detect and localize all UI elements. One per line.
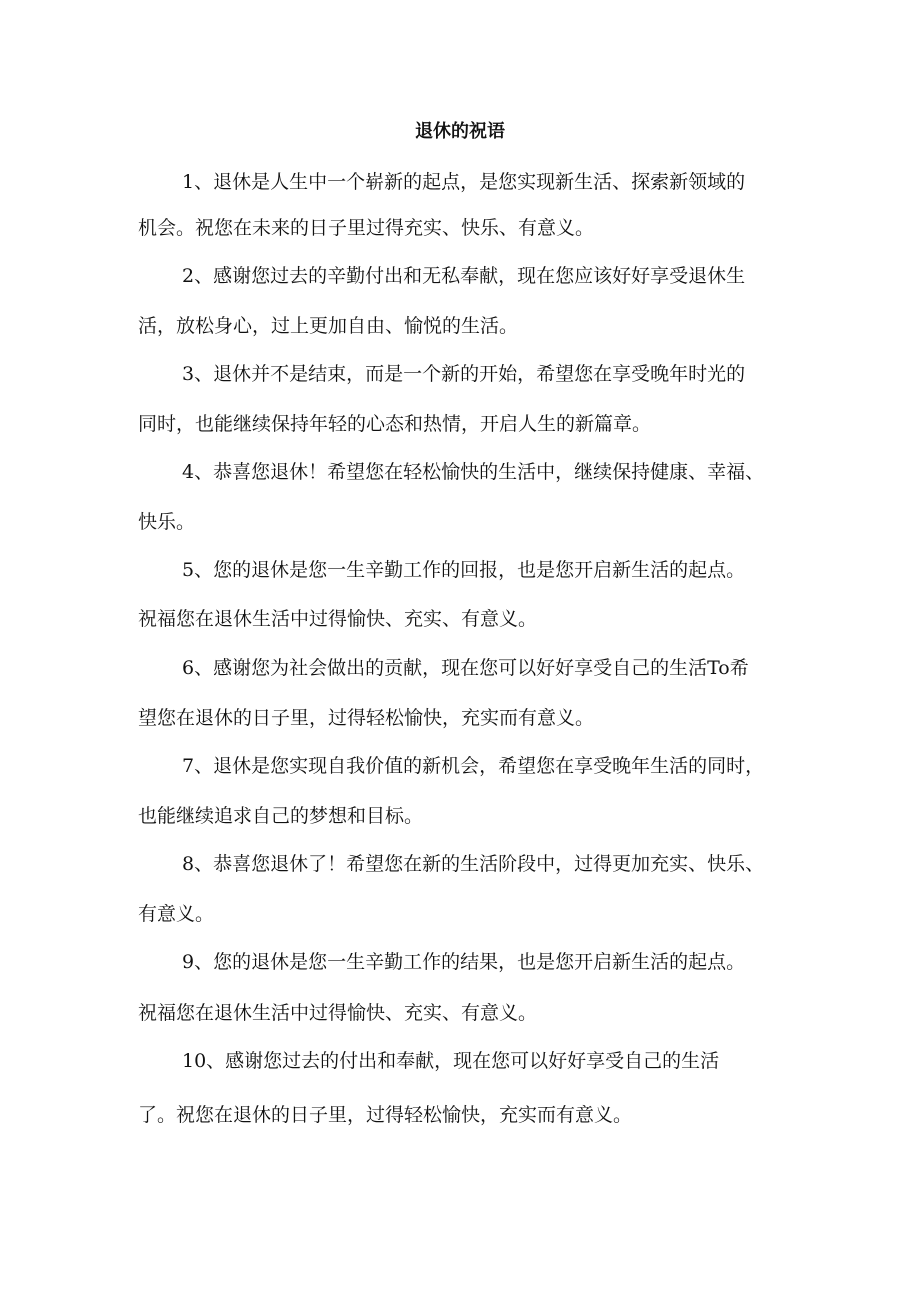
item-9-line-1: 9、您的退休是您一生辛勤工作的结果，也是您开启新生活的起点。 bbox=[182, 951, 746, 973]
item-1-line-1: 1、退休是人生中一个崭新的起点，是您实现新生活、探索新领域的 bbox=[182, 171, 746, 193]
item-2-line-1: 2、感谢您过去的辛勤付出和无私奉献，现在您应该好好享受退休生 bbox=[182, 265, 746, 287]
page-title: 退休的祝语 bbox=[415, 121, 505, 142]
item-5-line-1: 5、您的退休是您一生辛勤工作的回报，也是您开启新生活的起点。 bbox=[182, 559, 746, 581]
item-4-line-2: 快乐。 bbox=[138, 511, 196, 533]
item-3-line-2: 同时，也能继续保持年轻的心态和热情，开启人生的新篇章。 bbox=[138, 413, 652, 435]
item-5-line-2: 祝福您在退休生活中过得愉快、充实、有意义。 bbox=[138, 608, 538, 630]
item-2-line-2: 活，放松身心，过上更加自由、愉悦的生活。 bbox=[138, 315, 519, 337]
item-3-line-1: 3、退休并不是结束，而是一个新的开始，希望您在享受晚年时光的 bbox=[182, 363, 746, 385]
item-9-line-2: 祝福您在退休生活中过得愉快、充实、有意义。 bbox=[138, 1002, 538, 1024]
item-8-line-2: 有意义。 bbox=[138, 903, 215, 925]
item-10-line-1: 10、感谢您过去的付出和奉献，现在您可以好好享受自己的生活 bbox=[182, 1050, 720, 1072]
item-1-line-2: 机会。祝您在未来的日子里过得充实、快乐、有意义。 bbox=[138, 217, 595, 239]
item-4-line-1: 4、恭喜您退休！希望您在轻松愉快的生活中，继续保持健康、幸福、 bbox=[182, 461, 765, 483]
item-8-line-1: 8、恭喜您退休了！希望您在新的生活阶段中，过得更加充实、快乐、 bbox=[182, 853, 765, 875]
item-7-line-1: 7、退休是您实现自我价值的新机会，希望您在享受晚年生活的同时， bbox=[182, 755, 765, 777]
item-10-line-2: 了。祝您在退休的日子里，过得轻松愉快，充实而有意义。 bbox=[138, 1104, 633, 1126]
item-6-line-1: 6、感谢您为社会做出的贡献，现在您可以好好享受自己的生活To希 bbox=[182, 657, 749, 679]
item-6-line-2: 望您在退休的日子里，过得轻松愉快，充实而有意义。 bbox=[138, 707, 595, 729]
item-7-line-2: 也能继续追求自己的梦想和目标。 bbox=[138, 805, 424, 827]
